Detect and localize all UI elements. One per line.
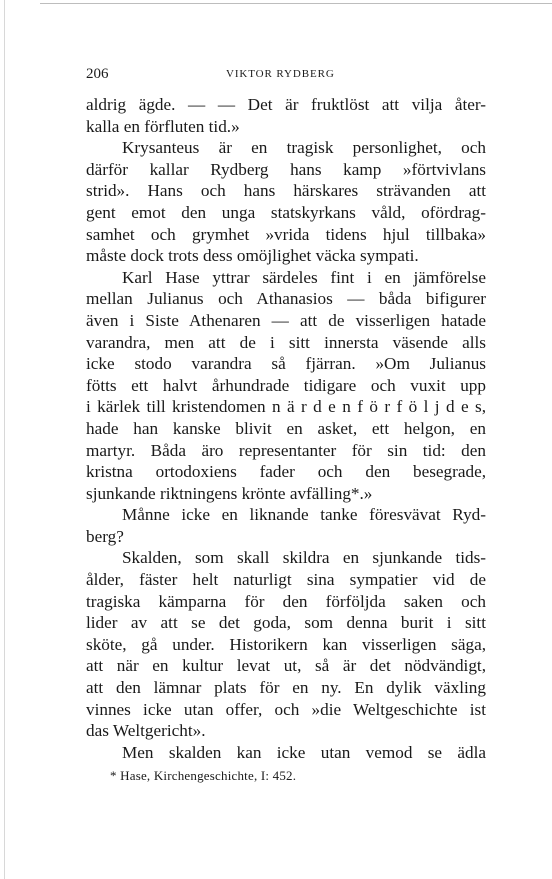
page-number: 206 — [86, 66, 109, 82]
text-line: Krysanteus är en tragisk personlighet, och — [122, 138, 486, 158]
footnote: * Hase, Kirchengeschichte, I: 452. — [110, 768, 297, 783]
text-line: das Weltgericht». — [86, 721, 206, 741]
text-line: varandra, men att de i sitt innersta väsende alls — [86, 332, 486, 352]
text-line: icke stodo varandra så fjärran. »Om Julianus — [86, 354, 486, 374]
text-line: i kärlek till kristendomen n ä r d e n f ö r f ö l j d e s, — [86, 397, 486, 417]
text-line: därför kallar Rydberg hans kamp »förtvivlans — [86, 159, 486, 179]
text-line: att när en kultur levat ut, så är det nödvändigt, — [86, 656, 486, 676]
text-line: martyr. Båda äro representanter för sin tid: den — [86, 440, 486, 460]
text-line: sköte, gå under. Historikern kan visserligen säga, — [86, 634, 486, 654]
text-line: Karl Hase yttrar särdeles fint i en jämförelse — [122, 267, 486, 287]
text-line: lider av att se det goda, som denna burit i sitt — [86, 613, 486, 633]
text-line: att den lämnar plats för en ny. En dylik växling — [86, 678, 486, 698]
text-line: även i Siste Athenaren — att de visserligen hatade — [86, 310, 486, 330]
text-line: Skalden, som skall skildra en sjunkande tids- — [122, 548, 486, 568]
running-head: VIKTOR RYDBERG — [226, 68, 335, 80]
text-line: aldrig ägde. — — Det är fruktlöst att vilja åter- — [86, 95, 486, 114]
text-line: kalla en förfluten tid.» — [86, 116, 240, 136]
text-line: sjunkande riktningens krönte avfälling*.» — [86, 483, 373, 503]
body-text — [86, 94, 486, 763]
page-header — [86, 66, 486, 86]
text-line: tragiska kämparna för den förföljda saken och — [86, 591, 486, 611]
text-line: kristna ortodoxiens fader och den besegrade, — [86, 462, 486, 482]
text-line: vinnes icke utan offer, och »die Weltgeschichte ist — [86, 699, 486, 719]
text-line: Månne icke en liknande tanke föresvävat Ryd- — [122, 505, 486, 525]
text-line: berg? — [86, 526, 124, 546]
text-line: fötts ett halvt århundrade tidigare och vuxit upp — [86, 375, 486, 395]
text-line: strid». Hans och hans härskares strävanden att — [86, 181, 486, 201]
text-line: ålder, fäster helt naturligt sina sympatier vid de — [86, 570, 486, 590]
text-line: mellan Julianus och Athanasios — båda bifigurer — [86, 289, 486, 309]
text-line: gent emot den unga statskyrkans våld, ofördrag- — [86, 202, 486, 222]
text-line: måste dock trots dess omöjlighet väcka sympati. — [86, 246, 419, 266]
page-left-edge — [4, 0, 5, 879]
text-line: Men skalden kan icke utan vemod se ädla — [122, 742, 486, 762]
text-line: samhet och grymhet »vrida tidens hjul tillbaka» — [86, 224, 486, 244]
page-top-edge — [40, 3, 552, 4]
text-line: hade han kanske blivit en asket, ett helgon, en — [86, 418, 486, 438]
